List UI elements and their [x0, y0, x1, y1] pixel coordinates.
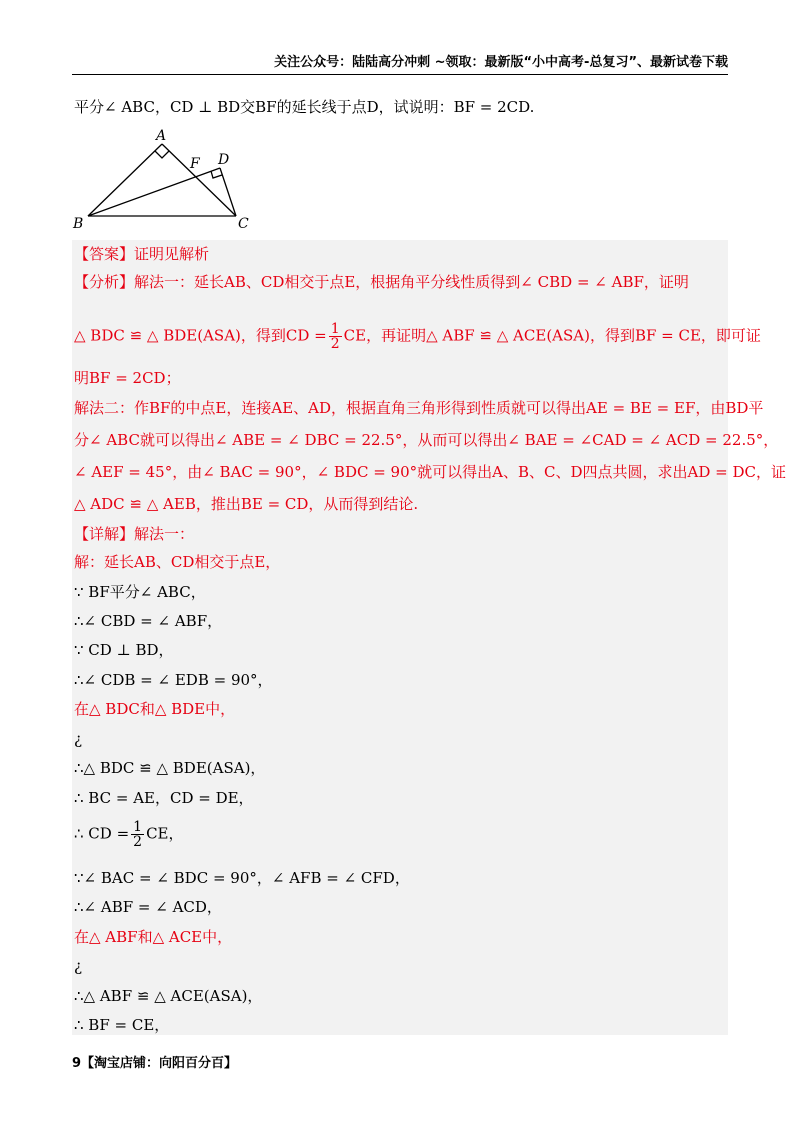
- detail-line-9: ∴ BC = AE，CD = DE，: [74, 789, 254, 807]
- detail-line-16: ∴ BF = CE，: [74, 1016, 170, 1034]
- detail-heading: 【详解】解法一：: [74, 525, 195, 543]
- detail-line-12: ∴∠ ABF = ∠ ACD，: [74, 898, 222, 916]
- detail-line-2: ∵ BF平分∠ ABC，: [74, 583, 206, 601]
- detail-line-7: ¿: [74, 730, 83, 748]
- label-b: B: [73, 216, 84, 232]
- detail-line-1: 解：延长AB、CD相交于点E，: [74, 553, 281, 571]
- label-a: A: [156, 128, 167, 144]
- label-f: F: [190, 156, 200, 172]
- right-angle-a: [155, 151, 169, 158]
- geometry-figure: [70, 128, 260, 234]
- detail-line-13: 在△ ABF和△ ACE中，: [74, 928, 233, 946]
- fraction-half-2: $\frac{1}{2}$: [133, 819, 143, 850]
- detail-line-10: ∴ CD = $\frac{1}{2}$ CE，: [74, 819, 184, 850]
- answer-line: 【答案】证明见解析: [74, 245, 210, 263]
- label-d: D: [218, 152, 230, 168]
- method2-line-1: 解法二：作BF的中点E，连接AE、AD，根据直角三角形得到性质就可以得出AE = BE = EF，由BD平: [74, 399, 764, 417]
- detail-line-5: ∴∠ CDB = ∠ EDB = 90°，: [74, 671, 273, 689]
- method2-line-3: ∠ AEF = 45°，由∠ BAC = 90°，∠ BDC = 90°就可以得出A、B、C、D四点共圆，求出AD = DC，证: [74, 463, 786, 481]
- detail-line-14: ¿: [74, 957, 83, 975]
- segment-bd: [88, 168, 220, 216]
- detail-line-3: ∴∠ CBD = ∠ ABF，: [74, 612, 223, 630]
- right-angle-d: [211, 171, 222, 178]
- detail-line-15: ∴△ ABF ≌ △ ACE(ASA)，: [74, 987, 263, 1005]
- detail-line-11: ∵∠ BAC = ∠ BDC = 90°，∠ AFB = ∠ CFD，: [74, 869, 410, 887]
- detail-line-8: ∴△ BDC ≌ △ BDE(ASA)，: [74, 759, 266, 777]
- method2-line-4: △ ADC ≌ △ AEB，推出BE = CD，从而得到结论.: [74, 495, 419, 513]
- fraction-half: $\frac{1}{2}$: [330, 321, 340, 352]
- problem-text: 平分∠ ABC，CD ⊥ BD交BF的延长线于点D，试说明：BF = 2CD.: [74, 98, 535, 116]
- detail-line-6: 在△ BDC和△ BDE中，: [74, 700, 236, 718]
- analysis-line-1: 【分析】解法一：延长AB、CD相交于点E，根据角平分线性质得到∠ CBD = ∠ ABF，证明: [74, 273, 689, 291]
- page-footer: 9【淘宝店铺：向阳百分百】: [72, 1056, 238, 1071]
- detail-line-4: ∵ CD ⊥ BD，: [74, 641, 174, 659]
- page-header: 关注公众号：陆陆高分冲刺 ~领取：最新版“小中高考-总复习”、最新试卷下载: [72, 52, 728, 75]
- analysis-line-2: △ BDC ≌ △ BDE(ASA)，得到CD = $\frac{1}{2}$ CE，再证明△ ABF ≌ △ ACE(ASA)，得到BF = CE，即可证: [74, 321, 761, 352]
- method2-line-2: 分∠ ABC就可以得出∠ ABE = ∠ DBC = 22.5°，从而可以得出∠ BAE = ∠CAD = ∠ ACD = 22.5°，: [74, 431, 779, 449]
- segment-ba: [88, 144, 162, 216]
- analysis-line-3: 明BF = 2CD；: [74, 369, 181, 387]
- label-c: C: [238, 216, 249, 232]
